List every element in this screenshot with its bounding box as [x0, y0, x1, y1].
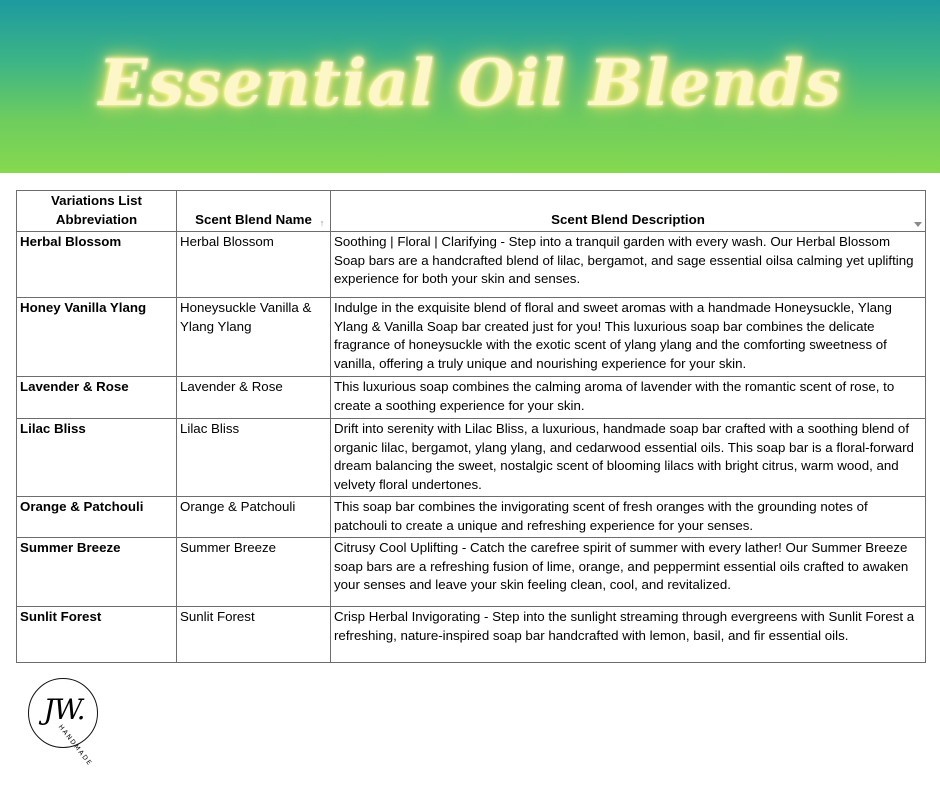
header-abbreviation-line2: Abbreviation	[55, 211, 138, 227]
table-row	[17, 419, 926, 497]
description-cell[interactable]: This luxurious soap combines the calming aroma of lavender with the romantic scent of rose, to create a soothing experience for your skin.	[331, 377, 926, 419]
description-cell[interactable]: Indulge in the exquisite blend of floral and sweet aromas with a handmade Honeysuckle, Ylang Ylang & Vanilla Soap bar created just for you! This luxurious soap bar combines the delicate fragrance of honeysuckle with the exotic scent of ylang ylang and the comforting sweetness of vanilla, offering a truly unique and nourishing experience for your skin.	[331, 298, 926, 377]
logo-subtitle: HANDMADE	[56, 723, 95, 768]
abbreviation-cell[interactable]: Sunlit Forest	[17, 607, 177, 663]
column-header-abbreviation[interactable]	[17, 191, 177, 232]
table-row	[17, 377, 926, 419]
description-cell[interactable]: Drift into serenity with Lilac Bliss, a luxurious, handmade soap bar crafted with a soothing blend of organic lilac, bergamot, ylang ylang, and cedarwood essential oils. This soap bar is a floral-forward dream balancing the sweet, nostalgic scent of blooming lilacs with bright citrus, warm wood, and velvety floral undertones.	[331, 419, 926, 497]
table-row	[17, 607, 926, 663]
scent-name-cell[interactable]: Lavender & Rose	[177, 377, 331, 419]
filter-dropdown-icon[interactable]	[914, 222, 922, 227]
abbreviation-cell[interactable]: Summer Breeze	[17, 538, 177, 607]
sort-ascending-icon[interactable]: ↑	[319, 218, 325, 228]
table-row	[17, 232, 926, 298]
scent-blend-table	[16, 190, 926, 663]
scent-name-cell[interactable]: Herbal Blossom	[177, 232, 331, 298]
description-cell[interactable]: Citrusy Cool Uplifting - Catch the carefree spirit of summer with every lather! Our Summer Breeze soap bars are a refreshing fusion of lime, orange, and peppermint essential oils crafted to awaken your senses and leave your skin feeling clean, cool, and revitalized.	[331, 538, 926, 607]
description-cell[interactable]: This soap bar combines the invigorating scent of fresh oranges with the grounding notes of patchouli to create a unique and refreshing experience for your senses.	[331, 497, 926, 538]
description-cell[interactable]: Crisp Herbal Invigorating - Step into the sunlight streaming through evergreens with Sunlit Forest a refreshing, nature-inspired soap bar handcrafted with lemon, basil, and fir essential oils.	[331, 607, 926, 663]
scent-name-cell[interactable]: Orange & Patchouli	[177, 497, 331, 538]
table-header-row	[17, 191, 926, 232]
column-header-scent-name[interactable]	[177, 191, 331, 232]
abbreviation-cell[interactable]: Lavender & Rose	[17, 377, 177, 419]
abbreviation-cell[interactable]: Honey Vanilla Ylang	[17, 298, 177, 377]
logo-monogram: JW.	[43, 693, 85, 726]
table-row	[17, 538, 926, 607]
scent-name-cell[interactable]: Sunlit Forest	[177, 607, 331, 663]
description-cell[interactable]: Soothing | Floral | Clarifying - Step into a tranquil garden with every wash. Our Herbal Blossom Soap bars are a handcrafted blend of lilac, bergamot, and sage essential oilsa calming yet uplifting experience for both your skin and senses.	[331, 232, 926, 298]
header-description-label: Scent Blend Description	[551, 211, 705, 227]
abbreviation-cell[interactable]: Herbal Blossom	[17, 232, 177, 298]
column-header-description[interactable]	[331, 191, 926, 232]
scent-name-cell[interactable]: Lilac Bliss	[177, 419, 331, 497]
header-abbreviation-line1: Variations List	[51, 193, 142, 208]
page-title: Essential Oil Blends	[98, 46, 842, 121]
header-scent-name-label: Scent Blend Name	[195, 211, 312, 227]
abbreviation-cell[interactable]: Lilac Bliss	[17, 419, 177, 497]
brand-logo	[28, 678, 98, 768]
scent-name-cell[interactable]: Honeysuckle Vanilla & Ylang Ylang	[177, 298, 331, 377]
table-row	[17, 497, 926, 538]
scent-name-cell[interactable]: Summer Breeze	[177, 538, 331, 607]
table-row	[17, 298, 926, 377]
abbreviation-cell[interactable]: Orange & Patchouli	[17, 497, 177, 538]
